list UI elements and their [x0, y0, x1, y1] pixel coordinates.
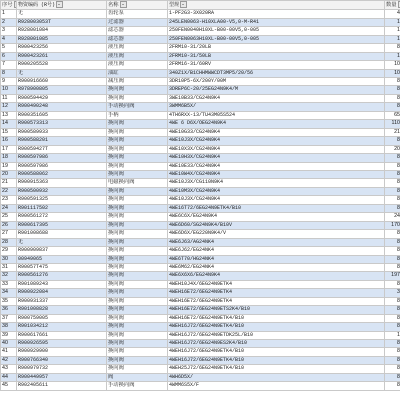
- cell-name[interactable]: 电磁换向阀: [107, 179, 168, 187]
- table-row[interactable]: [1, 365, 400, 373]
- cell-no[interactable]: 23: [1, 196, 17, 204]
- cell-model[interactable]: 4WEH16J72/6EG24N9ETK4/B10: [168, 356, 385, 364]
- cell-qty[interactable]: 8: [385, 323, 400, 331]
- cell-code[interactable]: R900597986: [17, 162, 107, 170]
- cell-name[interactable]: 换向阀: [107, 221, 168, 229]
- header-row: [1, 1, 400, 10]
- cell-no[interactable]: 32: [1, 272, 17, 280]
- filter-dropdown-icon[interactable]: [180, 1, 187, 8]
- cell-model[interactable]: 3WE10B33/CG24N9K4: [168, 94, 385, 102]
- cell-model[interactable]: 4WE10J3X/CG110N9K4: [168, 179, 385, 187]
- cell-code[interactable]: 00949065: [17, 255, 107, 263]
- cell-code[interactable]: R90059427T: [17, 145, 107, 153]
- header-model[interactable]: [168, 1, 385, 10]
- cell-name[interactable]: 换向阀: [107, 289, 168, 297]
- cell-name[interactable]: 换向阀: [107, 196, 168, 204]
- filter-dropdown-icon[interactable]: [56, 1, 63, 8]
- cell-code[interactable]: R928001085: [17, 35, 107, 43]
- cell-model[interactable]: 4WE10E33/CG24N9K4: [168, 162, 385, 170]
- cell-no[interactable]: 34: [1, 289, 17, 297]
- table-row[interactable]: [1, 162, 400, 170]
- cell-model[interactable]: 4WE10M3X/CG24N9K4: [168, 187, 385, 195]
- cell-name[interactable]: 滤芯器: [107, 35, 168, 43]
- cell-no[interactable]: 5: [1, 44, 17, 52]
- table-row[interactable]: [1, 179, 400, 187]
- cell-model[interactable]: 4WE6T70/HG24NK4: [168, 255, 385, 263]
- header-qty-label: 数量: [386, 1, 397, 8]
- cell-no[interactable]: 13: [1, 111, 17, 119]
- cell-qty[interactable]: 3: [385, 289, 400, 297]
- cell-name[interactable]: 换向阀: [107, 306, 168, 314]
- cell-name[interactable]: 换向阀: [107, 86, 168, 94]
- table-row[interactable]: [1, 331, 400, 339]
- cell-code[interactable]: R902405611: [17, 382, 107, 390]
- table-row[interactable]: [1, 120, 400, 128]
- cell-name[interactable]: 液压阀: [107, 52, 168, 60]
- cell-no[interactable]: 21: [1, 179, 17, 187]
- cell-qty[interactable]: 8: [385, 314, 400, 322]
- cell-code[interactable]: R901008688: [17, 230, 107, 238]
- cell-qty[interactable]: 1: [385, 331, 400, 339]
- table-body: [1, 10, 400, 390]
- cell-model[interactable]: 4WE10X3X/CG24N9K4: [168, 145, 385, 153]
- cell-no[interactable]: 20: [1, 170, 17, 178]
- cell-qty[interactable]: 8: [385, 230, 400, 238]
- table-row[interactable]: [1, 18, 400, 26]
- cell-qty[interactable]: 8: [385, 382, 400, 390]
- table-row[interactable]: [1, 94, 400, 102]
- cell-name[interactable]: 换向阀: [107, 365, 168, 373]
- cell-no[interactable]: 26: [1, 221, 17, 229]
- cell-model[interactable]: 2FRM10-31/50LB: [168, 52, 385, 60]
- cell-model[interactable]: 4WEH10J4X/6EG24N9ETK4: [168, 280, 385, 288]
- cell-no[interactable]: 12: [1, 103, 17, 111]
- cell-model[interactable]: 3WMM6B5X/: [168, 103, 385, 111]
- cell-code[interactable]: 无: [17, 10, 107, 18]
- cell-code[interactable]: R900617661: [17, 331, 107, 339]
- cell-no[interactable]: 25: [1, 213, 17, 221]
- cell-no[interactable]: 18: [1, 154, 17, 162]
- cell-qty[interactable]: 8: [385, 196, 400, 204]
- cell-model[interactable]: 4WEH16E72/6EG24N9ETK4/B10: [168, 314, 385, 322]
- cell-name[interactable]: 换向阀: [107, 280, 168, 288]
- cell-name[interactable]: 换向阀: [107, 170, 168, 178]
- cell-name[interactable]: 换向阀: [107, 331, 168, 339]
- cell-no[interactable]: 3: [1, 27, 17, 35]
- cell-model[interactable]: 4WEH16J72/6EG24N9ETDK25L/B10: [168, 331, 385, 339]
- cell-code[interactable]: R900915363: [17, 179, 107, 187]
- cell-qty[interactable]: 8: [385, 103, 400, 111]
- cell-no[interactable]: 27: [1, 230, 17, 238]
- table-row[interactable]: [1, 44, 400, 52]
- table-row[interactable]: [1, 221, 400, 229]
- cell-name[interactable]: 手动换向阀: [107, 103, 168, 111]
- cell-name[interactable]: 换向阀: [107, 94, 168, 102]
- cell-qty[interactable]: 8: [385, 297, 400, 305]
- cell-model[interactable]: 4WE6C6X/EG24N9K4: [168, 213, 385, 221]
- cell-qty[interactable]: 8: [385, 94, 400, 102]
- cell-model[interactable]: 4WEH16E72/6EG24N9ETK4: [168, 297, 385, 305]
- cell-no[interactable]: 39: [1, 331, 17, 339]
- table-row[interactable]: [1, 247, 400, 255]
- cell-qty[interactable]: 20: [385, 145, 400, 153]
- cell-name[interactable]: 换向阀: [107, 263, 168, 271]
- cell-no[interactable]: 16: [1, 137, 17, 145]
- cell-model[interactable]: 4WE6J63/AG24NK4: [168, 238, 385, 246]
- cell-no[interactable]: 1: [1, 10, 17, 18]
- cell-qty[interactable]: 8: [385, 238, 400, 246]
- cell-model[interactable]: 250FEN0063H10XL-B00-00V5,0-005: [168, 35, 385, 43]
- cell-model[interactable]: 4WE10G33/CG24N9K4: [168, 128, 385, 136]
- cell-model[interactable]: 4WE6X6X6/EG24N9K4: [168, 272, 385, 280]
- cell-no[interactable]: 14: [1, 120, 17, 128]
- cell-model[interactable]: 3DR10P5-6X/200Y/00M: [168, 77, 385, 85]
- header-no-label: 序号: [2, 1, 13, 8]
- cell-no[interactable]: 33: [1, 280, 17, 288]
- table-row[interactable]: [1, 77, 400, 85]
- table-row[interactable]: [1, 35, 400, 43]
- cell-no[interactable]: 17: [1, 145, 17, 153]
- cell-name[interactable]: 减压阀: [107, 77, 168, 85]
- cell-code[interactable]: R900561272: [17, 213, 107, 221]
- cell-model[interactable]: 4WMM6S5X/F: [168, 382, 385, 390]
- header-name[interactable]: [107, 1, 168, 10]
- cell-no[interactable]: 31: [1, 263, 17, 271]
- cell-qty[interactable]: 24: [385, 213, 400, 221]
- table-row[interactable]: [1, 213, 400, 221]
- cell-code[interactable]: R900500932: [17, 187, 107, 195]
- table-row[interactable]: [1, 187, 400, 195]
- cell-code[interactable]: R90057T475: [17, 263, 107, 271]
- cell-code[interactable]: R900423256: [17, 44, 107, 52]
- cell-name[interactable]: 滤芯器: [107, 27, 168, 35]
- cell-no[interactable]: 8: [1, 69, 17, 77]
- cell-name[interactable]: 过滤器: [107, 18, 168, 26]
- cell-no[interactable]: 38: [1, 323, 17, 331]
- cell-name[interactable]: 换向阀: [107, 162, 168, 170]
- table-row[interactable]: [1, 27, 400, 35]
- table-row[interactable]: [1, 10, 400, 18]
- cell-no[interactable]: 37: [1, 314, 17, 322]
- cell-name[interactable]: 换向阀: [107, 340, 168, 348]
- cell-no[interactable]: 22: [1, 187, 17, 195]
- cell-no[interactable]: 30: [1, 255, 17, 263]
- header-no[interactable]: [1, 1, 17, 10]
- cell-name[interactable]: 换向阀: [107, 323, 168, 331]
- cell-model[interactable]: 4WE10W4X/CG24N9K4: [168, 170, 385, 178]
- table-row[interactable]: [1, 348, 400, 356]
- cell-code[interactable]: R900205528: [17, 61, 107, 69]
- table-row[interactable]: [1, 61, 400, 69]
- cell-name[interactable]: 换向阀: [107, 187, 168, 195]
- cell-model[interactable]: 4WE10H3X/CG24N9K4: [168, 154, 385, 162]
- cell-name[interactable]: 换向阀: [107, 297, 168, 305]
- cell-model[interactable]: 4WEH16J72/6EG24N9ETK4/B10: [168, 348, 385, 356]
- cell-qty[interactable]: 10: [385, 61, 400, 69]
- table-row[interactable]: [1, 255, 400, 263]
- cell-qty[interactable]: 4: [385, 10, 400, 18]
- cell-no[interactable]: 2: [1, 18, 17, 26]
- cell-no[interactable]: 40: [1, 340, 17, 348]
- cell-qty[interactable]: 8: [385, 204, 400, 212]
- cell-model[interactable]: 4WH6D5X/: [168, 373, 385, 381]
- cell-qty[interactable]: 110: [385, 120, 400, 128]
- cell-code[interactable]: R901117502: [17, 204, 107, 212]
- cell-code[interactable]: R900979732: [17, 365, 107, 373]
- cell-code[interactable]: R900490248: [17, 103, 107, 111]
- cell-qty[interactable]: 8: [385, 306, 400, 314]
- table-row[interactable]: [1, 373, 400, 381]
- cell-model[interactable]: 4WEH25J72/6EG24N9ETK4/B10: [168, 365, 385, 373]
- cell-model[interactable]: 4TH6RXX-13/TU43M05S524: [168, 111, 385, 119]
- cell-name[interactable]: 液压阀: [107, 44, 168, 52]
- cell-code[interactable]: R900766340: [17, 356, 107, 364]
- cell-no[interactable]: 35: [1, 297, 17, 305]
- cell-model[interactable]: 4WE6D6X/EG220N9K4/V: [168, 230, 385, 238]
- cell-no[interactable]: 41: [1, 348, 17, 356]
- cell-model[interactable]: 4WE 6 D6X/OEG24N9K4: [168, 120, 385, 128]
- table-row[interactable]: [1, 86, 400, 94]
- cell-qty[interactable]: 8: [385, 86, 400, 94]
- table-row[interactable]: [1, 297, 400, 305]
- cell-code[interactable]: R900909837: [17, 247, 107, 255]
- cell-qty[interactable]: 8: [385, 170, 400, 178]
- cell-model[interactable]: 250FEN0040H10XL-B00-00V5,0-005: [168, 27, 385, 35]
- table-row[interactable]: [1, 137, 400, 145]
- table-row[interactable]: [1, 280, 400, 288]
- cell-code[interactable]: R900573313: [17, 120, 107, 128]
- table-row[interactable]: [1, 356, 400, 364]
- cell-code[interactable]: R900617395: [17, 221, 107, 229]
- cell-name[interactable]: 换向阀: [107, 356, 168, 364]
- cell-name[interactable]: 换向阀: [107, 247, 168, 255]
- cell-qty[interactable]: 8: [385, 162, 400, 170]
- cell-qty[interactable]: 8: [385, 44, 400, 52]
- cell-no[interactable]: 36: [1, 306, 17, 314]
- cell-qty[interactable]: 8: [385, 356, 400, 364]
- cell-model[interactable]: 340Z1X/B1CHHMWWCDT3MP5/20/56: [168, 69, 385, 77]
- table-row[interactable]: [1, 238, 400, 246]
- cell-model[interactable]: 1-PF2G3-3X020RA: [168, 10, 385, 18]
- cell-code[interactable]: R900591325: [17, 196, 107, 204]
- table-row[interactable]: [1, 306, 400, 314]
- cell-no[interactable]: 4: [1, 35, 17, 43]
- cell-qty[interactable]: 8: [385, 137, 400, 145]
- table-row[interactable]: [1, 170, 400, 178]
- table-row[interactable]: [1, 196, 400, 204]
- cell-qty[interactable]: 8: [385, 348, 400, 356]
- cell-model[interactable]: 4WE16T72/6EG24N9ETK4/B10: [168, 204, 385, 212]
- cell-model[interactable]: 4WEH16J72/6EG24N9ETK4/B10: [168, 323, 385, 331]
- cell-model[interactable]: 245LEN0063-H10XLA00-V5,0-M-R41: [168, 18, 385, 26]
- cell-name[interactable]: 齿轮泵: [107, 10, 168, 18]
- cell-name[interactable]: 换向阀: [107, 238, 168, 246]
- table-row[interactable]: [1, 204, 400, 212]
- cell-code[interactable]: R900588201: [17, 137, 107, 145]
- cell-qty[interactable]: 8: [385, 77, 400, 85]
- cell-qty[interactable]: 1: [385, 27, 400, 35]
- cell-code[interactable]: R900759005: [17, 314, 107, 322]
- cell-qty[interactable]: 8: [385, 365, 400, 373]
- table-row[interactable]: [1, 340, 400, 348]
- cell-code[interactable]: R928001084: [17, 27, 107, 35]
- cell-code[interactable]: 无: [17, 238, 107, 246]
- cell-name[interactable]: 换向阀: [107, 255, 168, 263]
- cell-code[interactable]: R900916660: [17, 77, 107, 85]
- cell-name[interactable]: 换向阀: [107, 137, 168, 145]
- cell-name[interactable]: 换向阀: [107, 128, 168, 136]
- table-row[interactable]: [1, 323, 400, 331]
- cell-code[interactable]: R900449957: [17, 373, 107, 381]
- header-qty[interactable]: [385, 1, 400, 10]
- cell-name[interactable]: 换向阀: [107, 314, 168, 322]
- cell-name[interactable]: 换向阀: [107, 213, 168, 221]
- cell-qty[interactable]: 8: [385, 340, 400, 348]
- table-row[interactable]: [1, 314, 400, 322]
- cell-name[interactable]: 换向阀: [107, 120, 168, 128]
- cell-code[interactable]: R901089243: [17, 280, 107, 288]
- cell-code[interactable]: R900588062: [17, 170, 107, 178]
- table-row[interactable]: [1, 128, 400, 136]
- cell-code[interactable]: R900594429: [17, 94, 107, 102]
- cell-qty[interactable]: 1: [385, 35, 400, 43]
- table-row[interactable]: [1, 69, 400, 77]
- cell-code[interactable]: R900929900: [17, 348, 107, 356]
- cell-model[interactable]: 2FRM16-31/60RV: [168, 61, 385, 69]
- table-row[interactable]: [1, 230, 400, 238]
- table-row[interactable]: [1, 154, 400, 162]
- header-code-label: 物资编码 (R号): [18, 1, 56, 8]
- cell-model[interactable]: 4WE6M62/EG24NK4: [168, 263, 385, 271]
- cell-model[interactable]: 4WE6D60/SG24N9K4/B10V: [168, 221, 385, 229]
- cell-no[interactable]: 28: [1, 238, 17, 246]
- cell-no[interactable]: 19: [1, 162, 17, 170]
- cell-code[interactable]: R900931337: [17, 297, 107, 305]
- cell-no[interactable]: 9: [1, 77, 17, 85]
- cell-no[interactable]: 44: [1, 373, 17, 381]
- cell-no[interactable]: 10: [1, 86, 17, 94]
- cell-qty[interactable]: 8: [385, 179, 400, 187]
- cell-no[interactable]: 7: [1, 61, 17, 69]
- cell-name[interactable]: 手动换向阀: [107, 382, 168, 390]
- cell-no[interactable]: 43: [1, 365, 17, 373]
- cell-code[interactable]: R900423261: [17, 52, 107, 60]
- table-row[interactable]: [1, 382, 400, 390]
- cell-qty[interactable]: 1: [385, 52, 400, 60]
- cell-no[interactable]: 11: [1, 94, 17, 102]
- cell-qty[interactable]: 10: [385, 69, 400, 77]
- cell-code[interactable]: 无: [17, 69, 107, 77]
- table-row[interactable]: [1, 111, 400, 119]
- cell-code[interactable]: R901008828: [17, 306, 107, 314]
- cell-name[interactable]: 换向阀: [107, 145, 168, 153]
- cell-qty[interactable]: 8: [385, 154, 400, 162]
- cell-name[interactable]: 换向阀: [107, 272, 168, 280]
- cell-qty[interactable]: 8: [385, 255, 400, 263]
- cell-model[interactable]: 3DREP6C-20/25EG24N9K4/M: [168, 86, 385, 94]
- cell-name[interactable]: 换向阀: [107, 154, 168, 162]
- cell-qty[interactable]: 197: [385, 272, 400, 280]
- cell-no[interactable]: 24: [1, 204, 17, 212]
- cell-no[interactable]: 29: [1, 247, 17, 255]
- table-row[interactable]: [1, 145, 400, 153]
- cell-qty[interactable]: 8: [385, 247, 400, 255]
- cell-qty[interactable]: 8: [385, 373, 400, 381]
- cell-name[interactable]: 液压阀: [107, 61, 168, 69]
- cell-name[interactable]: 手柄: [107, 111, 168, 119]
- cell-no[interactable]: 6: [1, 52, 17, 60]
- cell-name[interactable]: 阀: [107, 373, 168, 381]
- cell-code[interactable]: R900926595: [17, 340, 107, 348]
- cell-model[interactable]: 4WEH16J72/6EG24N9ES2K4/B10: [168, 340, 385, 348]
- cell-name[interactable]: 换向阀: [107, 348, 168, 356]
- cell-no[interactable]: 45: [1, 382, 17, 390]
- cell-no[interactable]: 42: [1, 356, 17, 364]
- cell-name[interactable]: 油缸: [107, 69, 168, 77]
- cell-code[interactable]: R978900805: [17, 86, 107, 94]
- header-name-label: 名称: [108, 1, 119, 8]
- cell-code[interactable]: R900922084: [17, 289, 107, 297]
- cell-code[interactable]: R928003053T: [17, 18, 107, 26]
- header-model-label: 型规: [169, 1, 180, 8]
- cell-qty[interactable]: 21: [385, 128, 400, 136]
- cell-model[interactable]: 4WE10J3X/CG24N9K4: [168, 137, 385, 145]
- cell-code[interactable]: R900597986: [17, 154, 107, 162]
- table-row[interactable]: [1, 289, 400, 297]
- table-row[interactable]: [1, 103, 400, 111]
- table-row[interactable]: [1, 263, 400, 271]
- cell-code[interactable]: R900561276: [17, 272, 107, 280]
- cell-qty[interactable]: 65: [385, 111, 400, 119]
- cell-qty[interactable]: 8: [385, 263, 400, 271]
- table-row[interactable]: [1, 272, 400, 280]
- cell-qty[interactable]: 8: [385, 280, 400, 288]
- cell-model[interactable]: 4WE6J62/EG24NK4: [168, 247, 385, 255]
- cell-model[interactable]: 2FRM10-31/20LB: [168, 44, 385, 52]
- header-code[interactable]: [17, 1, 107, 10]
- cell-qty[interactable]: 8: [385, 187, 400, 195]
- cell-qty[interactable]: 170: [385, 221, 400, 229]
- cell-model[interactable]: 4WEH16E72/6EG24N9ETK4: [168, 289, 385, 297]
- cell-code[interactable]: R900589933: [17, 128, 107, 136]
- cell-model[interactable]: 4WE10J3X/CG24N9K4: [168, 196, 385, 204]
- cell-name[interactable]: 换向阀: [107, 204, 168, 212]
- table-row[interactable]: [1, 52, 400, 60]
- cell-qty[interactable]: 1: [385, 18, 400, 26]
- cell-no[interactable]: 15: [1, 128, 17, 136]
- cell-code[interactable]: R900351605: [17, 111, 107, 119]
- cell-model[interactable]: 4WEH16E72/6EG24N9ETS2K4/B10: [168, 306, 385, 314]
- filter-dropdown-icon[interactable]: [120, 1, 127, 8]
- cell-code[interactable]: R901034212: [17, 323, 107, 331]
- cell-name[interactable]: 换向阀: [107, 230, 168, 238]
